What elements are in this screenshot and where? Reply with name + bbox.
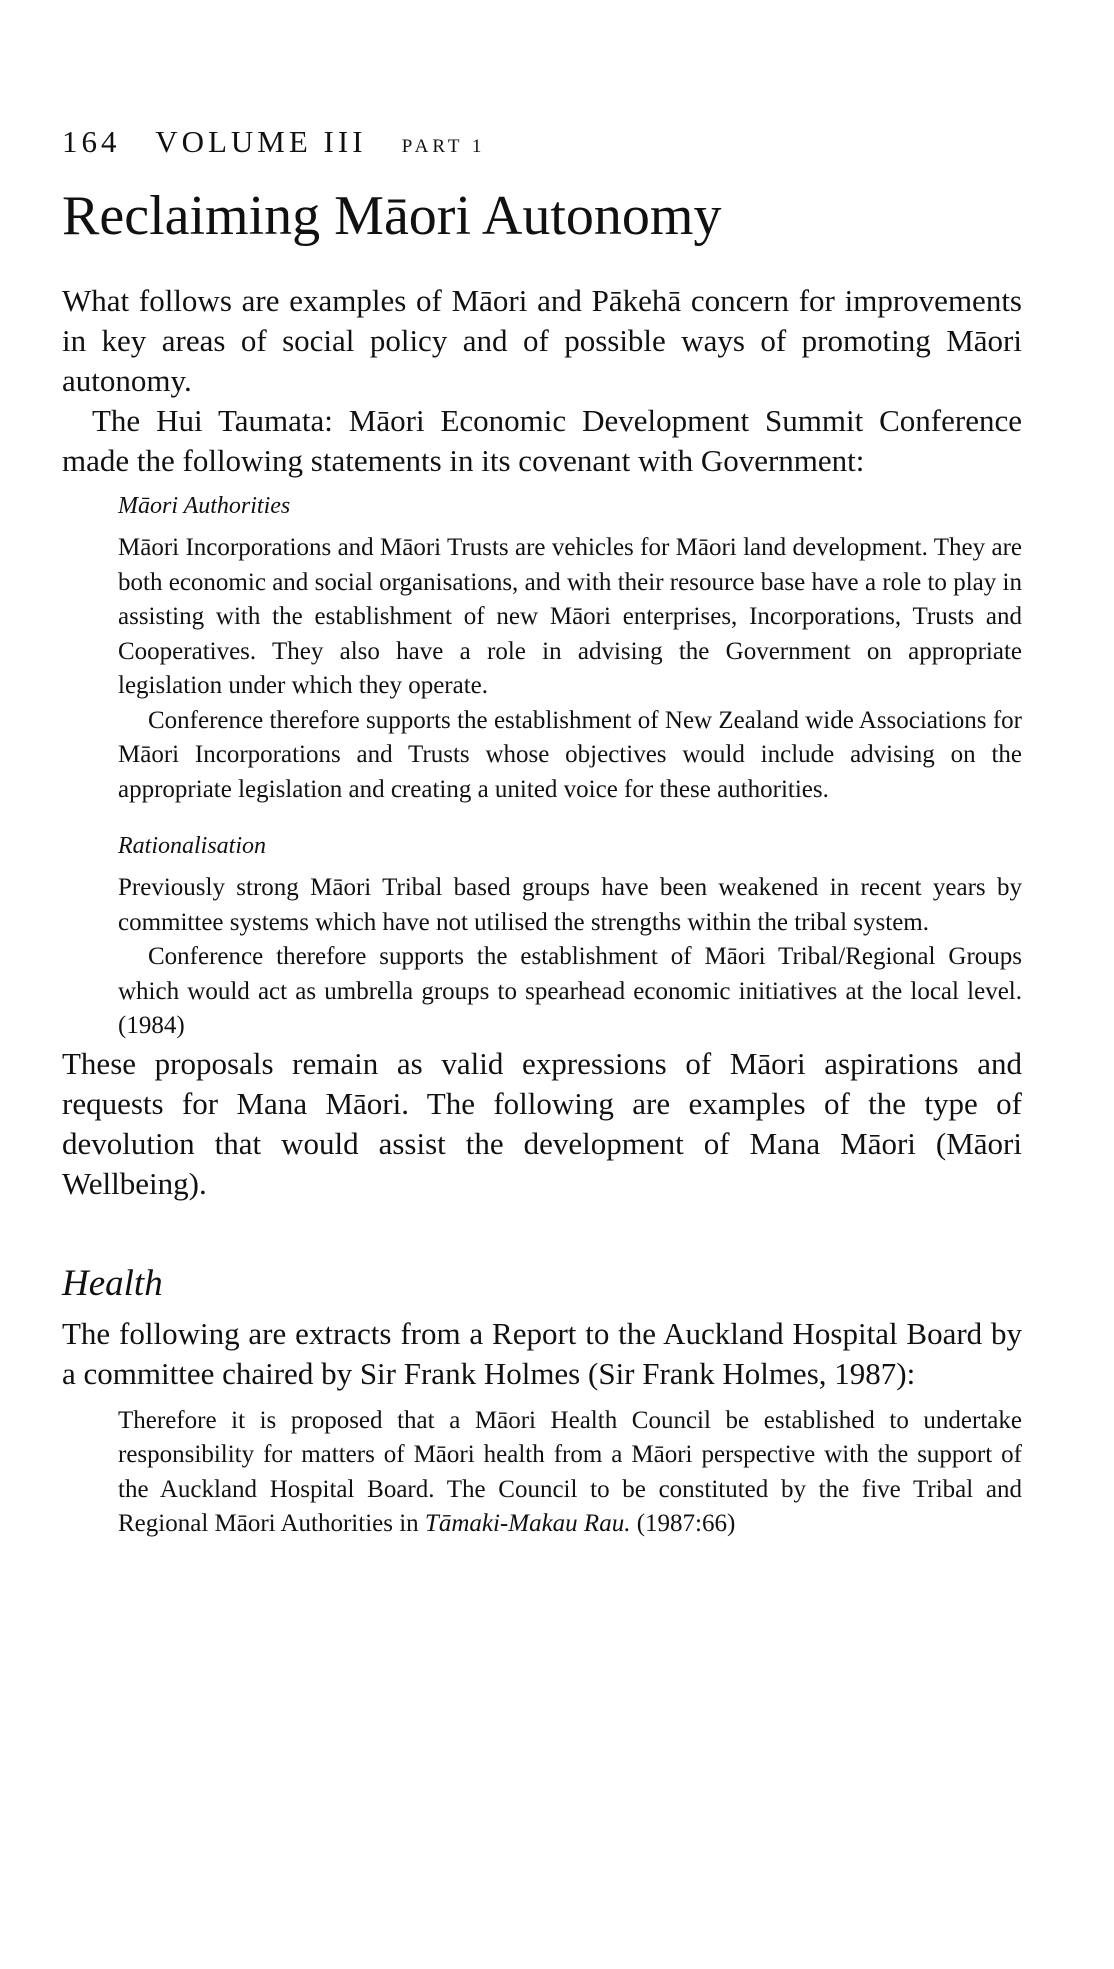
volume-label: VOLUME III <box>155 124 367 159</box>
citation: (1987:66) <box>636 1510 736 1537</box>
section-heading-health: Health <box>62 1262 163 1304</box>
page <box>62 122 1022 1542</box>
quote-heading-maori-authorities: Māori Authorities <box>118 493 291 519</box>
quote-heading-rationalisation: Rationalisation <box>118 833 267 859</box>
proposals-paragraph: These proposals remain as valid expressions of Māori aspirations and requests for Mana Māori. The following are examples of the type of devolution that would assist the development of Mana Māori (Māori Wellbeing). <box>62 1045 1022 1201</box>
block-quote-health <box>62 1404 1022 1542</box>
quote-paragraph: Māori Incorporations and Māori Trusts are vehicles for Māori land development. They are both economic and social organisations, and with their resource base have a role to play in assisting with the establishment of new Māori enterprises, Incorporations, Trusts and Cooperatives. They also have a role in advising the Government on appropriate legislation under which they operate. <box>118 534 1022 699</box>
intro-paragraph: What follows are examples of Māori and Pākehā concern for improvements in key areas of social policy and of possible ways of promoting Māori autonomy. <box>62 283 1022 398</box>
quote-paragraph: Previously strong Māori Tribal based groups have been weakened in recent years by committee systems which have not utilised the strengths within the tribal system. <box>118 874 1022 936</box>
block-quote-hui <box>62 489 1022 1044</box>
quote-paragraph: Conference therefore supports the establishment of New Zealand wide Associations for Māori Incorporations and Trusts whose objectives would include advising on the appropriate legislation and creating a united voice for these authorities. <box>118 706 1022 803</box>
part-label: PART 1 <box>401 136 486 157</box>
health-intro-paragraph: The following are extracts from a Report to the Auckland Hospital Board by a committee chaired by Sir Frank Holmes (Sir Frank Holmes, 1987): <box>62 1315 1022 1391</box>
quote-text: Therefore it is proposed that a Māori Health Council be established to undertake responsibility for matters of Māori health from a Māori perspective with the support of the Auckland Hospital Board. The Council to be constituted by the five Tribal and Regional Māori Authorities in <box>118 1406 1022 1537</box>
place-name: Tāmaki-Makau Rau. <box>424 1510 631 1537</box>
page-number: 164 <box>62 124 121 159</box>
hui-paragraph: The Hui Taumata: Māori Economic Development Summit Conference made the following statements in its covenant with Government: <box>62 403 1022 478</box>
quote-paragraph: Conference therefore supports the establishment of Māori Tribal/Regional Groups which would act as umbrella groups to spearhead economic initiatives at the local level. (1984) <box>118 943 1022 1039</box>
running-header <box>62 122 1022 167</box>
page-title: Reclaiming Māori Autonomy <box>62 185 722 247</box>
quote-paragraph <box>118 1404 1022 1542</box>
